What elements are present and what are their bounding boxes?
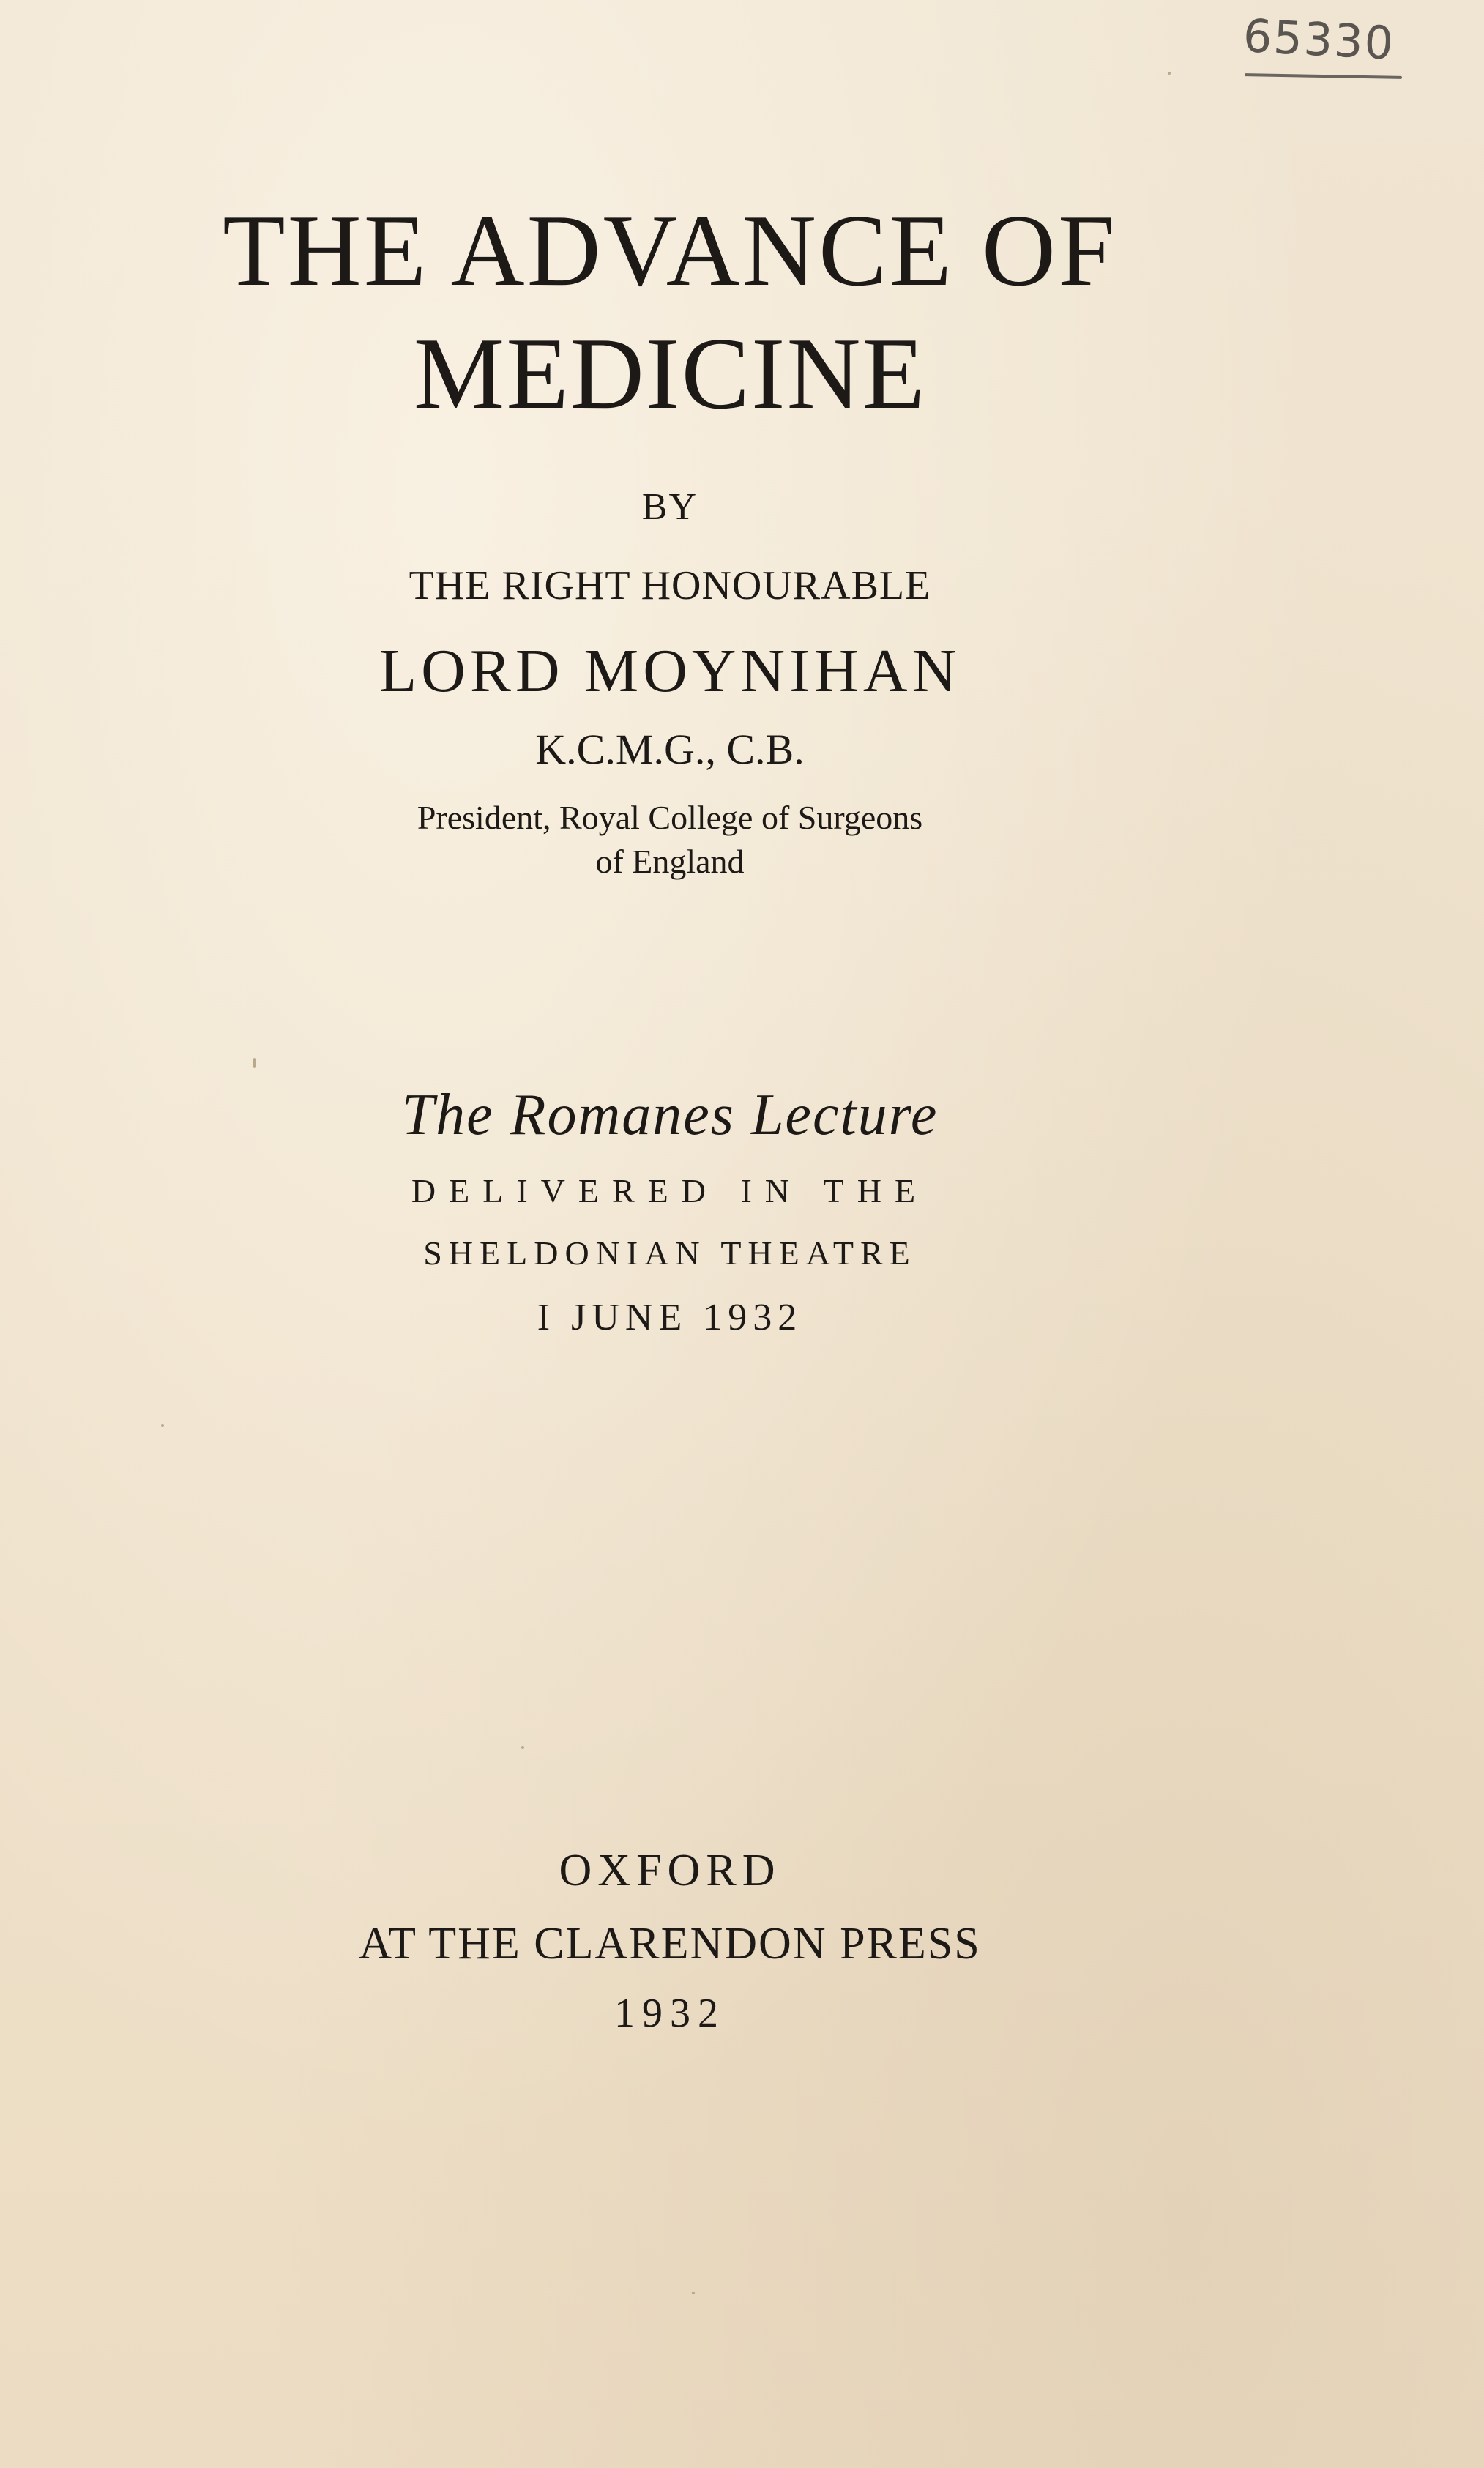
catalog-number: 65330 [1242,9,1396,70]
author-honours: K.C.M.G., C.B. [535,726,805,773]
by-label: BY [641,486,698,528]
author-honorific: THE RIGHT HONOURABLE [409,563,931,608]
paper-speck [1168,72,1171,75]
lecture-name: The Romanes Lecture [401,1083,939,1147]
author-affiliation-line-2: of England [595,843,745,880]
book-title-line-1: THE ADVANCE OF [223,194,1117,307]
imprint-publisher: AT THE CLARENDON PRESS [359,1919,981,1969]
author-name: LORD MOYNIHAN [379,637,961,705]
imprint-year: 1932 [614,1991,726,2036]
catalog-number-underline [1245,73,1402,79]
imprint-city: OXFORD [559,1846,781,1895]
paper-speck [521,1746,524,1749]
lecture-delivered-line-2: SHELDONIAN THEATRE [423,1234,917,1272]
paper-speck [253,1058,256,1068]
paper-speck [161,1424,164,1427]
paper-speck [692,2292,695,2294]
lecture-date: I JUNE 1932 [537,1297,803,1338]
book-title-line-2: MEDICINE [413,317,927,430]
author-affiliation-line-1: President, Royal College of Surgeons [417,799,923,836]
lecture-delivered-line-1: DELIVERED IN THE [411,1172,929,1209]
